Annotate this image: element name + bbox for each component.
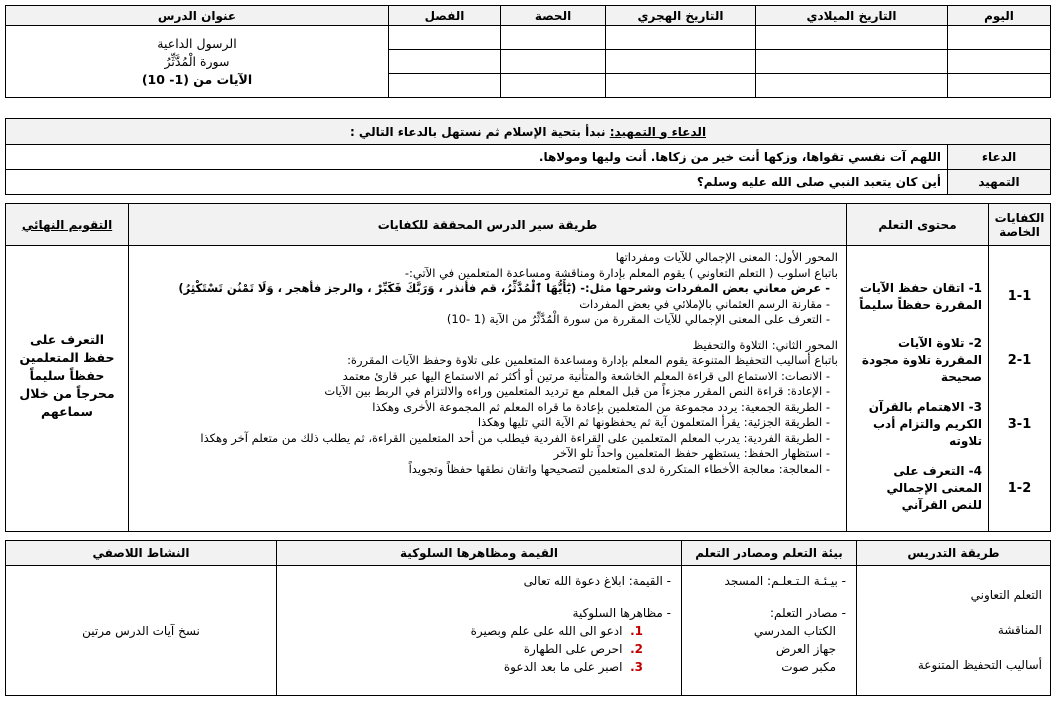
lesson-line: سورة الْمُدَّثِّرُ	[164, 53, 230, 69]
col-class: الفصل	[389, 6, 501, 26]
header-values: القيمة ومظاهرها السلوكية	[277, 541, 682, 566]
sources-label: - مصادر التعلم:	[769, 606, 846, 620]
competency-content: 2- تلاوة الآيات المقررة تلاوة مجودة صحيحة	[861, 336, 982, 384]
axis2-item: - استظهار الحفظ: يستظهر حفظ المتعلمين واحداً تلو الآخر	[137, 446, 830, 462]
cell-empty	[606, 50, 756, 74]
competency-contents	[847, 246, 989, 532]
cell-empty	[606, 26, 756, 50]
cell-empty	[389, 50, 501, 74]
intro-title-label: الدعاء و التمهيد:	[609, 124, 707, 139]
teaching-methods-cell	[857, 566, 1051, 696]
axis1-list	[137, 281, 838, 328]
teaching-method: أساليب التحفيظ المتنوعة	[917, 658, 1042, 672]
header-content: محتوى التعلم	[847, 204, 989, 246]
cell-empty	[756, 50, 948, 74]
header-evaluation: التقويم النهائي	[6, 204, 129, 246]
preface-text: أين كان يتعبد النبي صلى الله عليه وسلم؟	[6, 170, 948, 195]
activity-cell: نسخ آيات الدرس مرتين	[6, 566, 277, 696]
main-table	[5, 203, 1051, 532]
axis2-item: - الطريقة الفردية: يدرب المعلم المتعلمين على القراءة الفردية فيطلب من أحد المتعلمين القراءة، ثم يطلب ذلك من متعلم آخر وهكذا	[137, 431, 830, 447]
header-table	[5, 5, 1051, 98]
axis2-item: - الطريقة الجزئية: يقرأ المتعلمون آية ثم يحفظونها ثم الآية التي تليها وهكذا	[137, 415, 830, 431]
axis1-item: - عرض معاني بعض المفردات وشرحها مثل:- (يَٰٓأَيُّهَا ٱلْمُدَّثِّرُ، قم فأنذر ، وَرَبَّكَ فَكَبِّرْ ، والرجز فأهجر ، وَلَا تَمْنُن تَسْتَكْثِرُ)	[137, 281, 830, 297]
method-cell	[129, 246, 847, 532]
cell-empty	[756, 74, 948, 98]
competency-code: 2-1	[1007, 352, 1032, 368]
cell-empty	[501, 26, 606, 50]
axis1-title: المحور الأول: المعنى الإجمالي للآيات ومفرداتها	[615, 250, 838, 264]
cell-empty	[501, 74, 606, 98]
cell-empty	[948, 50, 1051, 74]
source-item: جهاز العرض	[775, 642, 836, 656]
behavior-item: 2. احرص على الطهارة	[523, 642, 643, 656]
axis2-item: - الإعادة: قراءة النص المقرر مجزءاً من قبل المعلم مع ترديد المتعلمين وراءه والالتزام في الربط بين الآيات	[137, 384, 830, 400]
behavior-item: 1. ادعو الى الله على علم وبصيرة	[470, 624, 643, 638]
col-hijri: التاريخ الهجري	[606, 6, 756, 26]
cell-empty	[606, 74, 756, 98]
header-activity: النشاط اللاصفي	[6, 541, 277, 566]
cell-empty	[948, 26, 1051, 50]
teaching-method: المناقشة	[997, 623, 1042, 637]
header-environment: بيئة التعلم ومصادر التعلم	[682, 541, 857, 566]
cell-empty	[389, 74, 501, 98]
axis2-item: - الانصات: الاستماع الى قراءة المعلم الخاشعة والمتأنية مرتين أو أكثر ثم الاستماع اليها عبر قارئ معتمد	[137, 369, 830, 385]
bottom-table	[5, 540, 1051, 696]
axis2-list	[137, 369, 838, 478]
evaluation-cell: التعرف على حفظ المتعلمين حفظاً سليماً محرجاً من خلال سماعهم	[6, 246, 129, 532]
teaching-method: التعلم التعاوني	[970, 588, 1042, 602]
environment-label: - بيـئـة الـتـعلـم: المسجد	[724, 574, 846, 588]
intro-table	[5, 118, 1051, 195]
dua-text: اللهم آت نفسي تقواها، وزكها أنت خير من زكاها. أنت وليها ومولاها.	[6, 145, 948, 170]
lesson-line: الرسول الداعية	[157, 35, 237, 51]
axis1-item: - مقارنة الرسم العثماني بالإملائي في بعض المفردات	[137, 297, 830, 313]
value-label: - القيمة: ابلاغ دعوة الله تعالى	[523, 574, 671, 588]
header-competencies: الكفايات الخاصة	[989, 204, 1051, 246]
axis2-item: - الطريقة الجمعية: يردد مجموعة من المتعلمين بإعادة ما قراه المعلم ثم المجموعة الأخرى وهكذا	[137, 400, 830, 416]
competency-content: 3- الاهتمام بالقرآن الكريم والتزام أدب تلاوته	[868, 400, 982, 448]
environment-cell	[682, 566, 857, 696]
cell-empty	[756, 26, 948, 50]
intro-title-rest: نبدأ بتحية الإسلام ثم نستهل بالدعاء التالي :	[349, 124, 610, 139]
axis1-intro: باتباع اسلوب ( التعلم التعاوني ) يقوم المعلم بإدارة ومناقشة ومساعدة المتعلمين في الآتي:-	[404, 265, 838, 280]
competency-code: 1-1	[1007, 288, 1032, 304]
values-cell	[277, 566, 682, 696]
cell-empty	[948, 74, 1051, 98]
competency-content: 4- التعرف على المعنى الإجمالي للنص القرآني	[886, 464, 982, 512]
behaviors-label: - مظاهرها السلوكية	[572, 606, 671, 620]
cell-empty	[389, 26, 501, 50]
col-period: الحصة	[501, 6, 606, 26]
intro-title	[6, 119, 1051, 145]
axis2-item: - المعالجة: معالجة الأخطاء المتكررة لدى المتعلمين لتصحيحها واتقان نطقها حفظاً وتجويداً	[137, 462, 830, 478]
competency-code: 3-1	[1007, 416, 1032, 432]
dua-label: الدعاء	[948, 145, 1051, 170]
source-item: الكتاب المدرسي	[753, 624, 836, 638]
header-method: طريقة سير الدرس المحققة للكفايات	[129, 204, 847, 246]
behavior-item: 3. اصبر على ما بعد الدعوة	[503, 660, 643, 674]
header-teaching-method: طريقة التدريس	[857, 541, 1051, 566]
preface-label: التمهيد	[948, 170, 1051, 195]
col-day: اليوم	[948, 6, 1051, 26]
source-item: مكبر صوت	[781, 660, 836, 674]
competency-content: 1- اتقان حفظ الآيات المقررة حفظاً سليماً	[859, 280, 982, 312]
lesson-line: الآيات من (1- 10)	[141, 71, 253, 87]
lesson-title-cell	[6, 26, 389, 98]
competency-codes	[989, 246, 1051, 532]
competency-code: 1-2	[1007, 480, 1032, 496]
axis2-intro: باتباع أساليب التحفيظ المتنوعة يقوم المعلم بإدارة ومساعدة المتعلمين على تلاوة وحفظ الآيات المقررة:	[347, 353, 838, 367]
axis1-item: - التعرف على المعنى الإجمالي للآيات المقررة من سورة الْمُدَّثِّرُ من الآية (1 -10)	[137, 312, 830, 328]
axis2-title: المحور الثاني: التلاوة والتحفيظ	[692, 337, 838, 352]
cell-empty	[501, 50, 606, 74]
col-gregorian: التاريخ الميلادي	[756, 6, 948, 26]
col-lesson-title: عنوان الدرس	[6, 6, 389, 26]
